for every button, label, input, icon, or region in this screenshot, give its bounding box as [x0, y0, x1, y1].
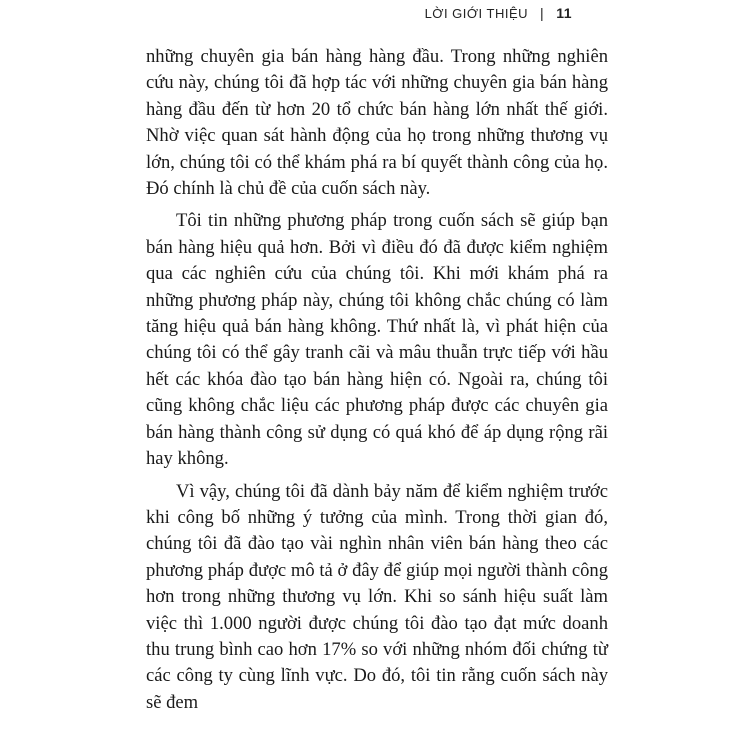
paragraph-3: Vì vậy, chúng tôi đã dành bảy năm để kiểm nghiệm trước khi công bố những ý tưởng của mình. Trong thời gian đó, chúng tôi đã đào tạo vài nghìn nhân viên bán hàng theo các phương pháp được mô tả ở đây để giúp mọi người thành công hơn trong những thương vụ lớn. Khi so sánh hiệu suất làm việc thì 1.000 người được chúng tôi đào tạo đạt mức doanh thu trung bình cao hơn 17% so với những nhóm đối chứng từ các công ty cùng lĩnh vực. Do đó, tôi tin rằng cuốn sách này sẽ đem — [146, 480, 608, 713]
section-title: LỜI GIỚI THIỆU — [424, 5, 529, 21]
page-number: 11 — [556, 5, 572, 21]
body-text — [146, 44, 608, 722]
paragraph-1: những chuyên gia bán hàng hàng đầu. Trong những nghiên cứu này, chúng tôi đã hợp tác với những chuyên gia bán hàng hàng đầu đến từ hơn 20 tổ chức bán hàng lớn nhất thế giới. Nhờ việc quan sát hành động của họ trong những thương vụ lớn, chúng tôi có thể khám phá ra bí quyết thành công của họ. Đó chính là chủ đề của cuốn sách này. — [146, 46, 608, 200]
running-head — [425, 5, 572, 21]
paragraph-2: Tôi tin những phương pháp trong cuốn sách sẽ giúp bạn bán hàng hiệu quả hơn. Bởi vì điều đó đã được kiểm nghiệm qua các nghiên cứu của chúng tôi. Khi mới khám phá ra những phương pháp này, chúng tôi không chắc chúng có làm tăng hiệu quả bán hàng không. Thứ nhất là, vì phát hiện của chúng tôi có thể gây tranh cãi và mâu thuẫn trực tiếp với hầu hết các khóa đào tạo bán hàng hiện có. Ngoài ra, chúng tôi cũng không chắc liệu các phương pháp được các chuyên gia bán hàng thành công sử dụng có quá khó để áp dụng rộng rãi hay không. — [146, 210, 608, 470]
header-separator: | — [540, 5, 545, 21]
